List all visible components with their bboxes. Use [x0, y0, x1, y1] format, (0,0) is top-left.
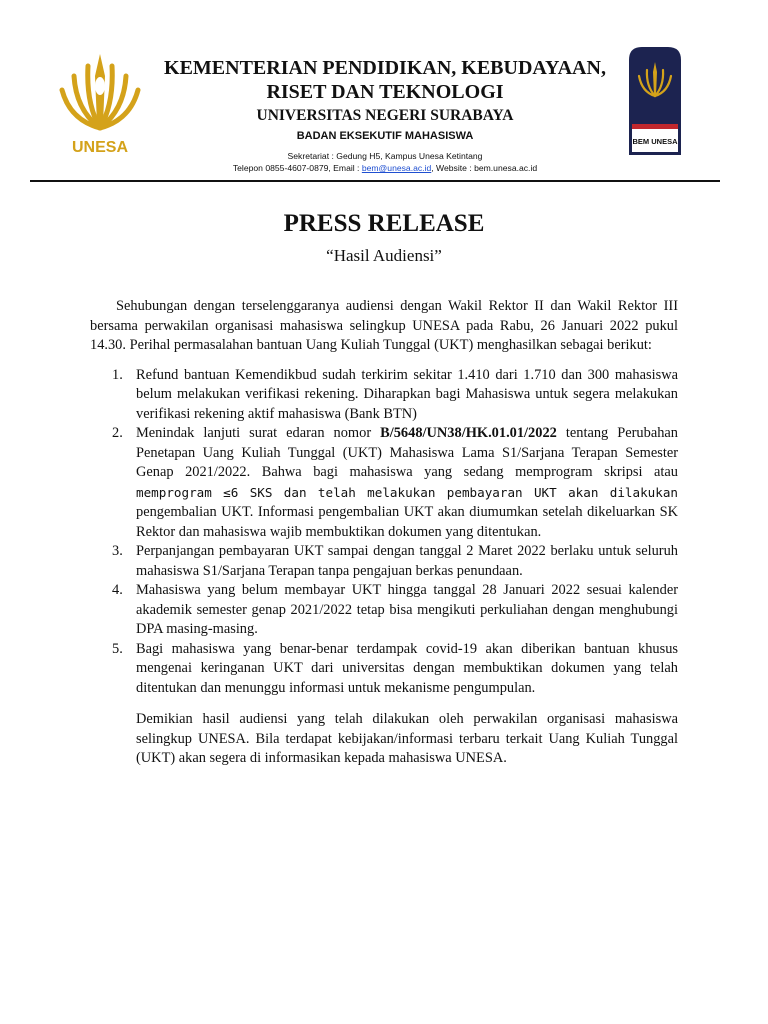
bem-unesa-logo — [626, 46, 684, 158]
circular-letter-number: B/5648/UN38/HK.01.01/2022 — [380, 425, 557, 441]
list-item — [90, 424, 678, 542]
press-release-body — [90, 297, 678, 769]
list-item-text-mono: memprogram ≤6 SKS dan telah melakukan pembayaran UKT akan dilakukan — [136, 484, 678, 500]
list-item-text: Mahasiswa yang belum membayar UKT hingga tanggal 28 Januari 2022 sesuai kalender akademik semester genap 2021/2022 tetap bisa mengikuti perkuliahan dengan menghubungi DPA masing-masing. — [136, 582, 678, 637]
list-item-text: Menindak lanjuti surat edaran nomor — [136, 425, 381, 441]
list-number: 1. — [112, 366, 123, 383]
list-number: 4. — [112, 582, 123, 598]
letterhead-divider — [30, 180, 720, 182]
contact-line — [160, 163, 610, 173]
university-name: UNIVERSITAS NEGERI SURABAYA — [256, 107, 514, 124]
page-title: PRESS RELEASE — [283, 210, 485, 237]
list-item-text: Bagi mahasiswa yang benar-benar terdampak covid-19 akan diberikan bantuan khusus mengenai keringanan UKT dari universitas dengan membuktikan dokumen yang telah ditentukan dan menunggu informasi untuk mekanisme pengumpulan. — [136, 640, 678, 696]
ministry-line-2: RISET DAN TEKNOLOGI — [266, 81, 504, 103]
intro-paragraph: Sehubungan dengan terselenggaranya audiensi dengan Wakil Rektor II dan Wakil Rektor III bersama perwakilan organisasi mahasiswa selingkup UNESA pada Rabu, 26 Januari 2022 pukul 14.30. Perihal permasalahan bantuan Uang Kuliah Tunggal (UKT) menghasilkan sebagai berikut: — [90, 298, 678, 353]
organization-name: BADAN EKSEKUTIF MAHASISWA — [296, 130, 474, 142]
secretariat-address: Sekretariat : Gedung H5, Kampus Unesa Ketintang — [287, 151, 483, 161]
unesa-emblem-icon — [50, 46, 150, 158]
unesa-logo-text: UNESA — [71, 139, 129, 156]
list-number: 2. — [112, 425, 123, 441]
letterhead — [160, 56, 610, 173]
bem-badge-icon — [626, 46, 684, 158]
list-item — [90, 366, 678, 425]
contact-website: , Website : bem.unesa.ac.id — [431, 163, 538, 173]
email-link[interactable]: bem@unesa.ac.id — [361, 163, 432, 173]
list-item — [90, 640, 678, 699]
list-item-text: pengembalian UKT. Informasi pengembalian UKT akan diumumkan setelah dikeluarkan SK Rektor dan mahasiswa wajib membuktikan dokumen yang ditentukan. — [136, 504, 678, 540]
list-number: 3. — [112, 543, 123, 559]
results-list — [90, 366, 678, 699]
list-item-text: Perpanjangan pembayaran UKT sampai dengan tanggal 2 Maret 2022 berlaku untuk seluruh mahasiswa S1/Sarjana Terapan tanpa pengajuan berkas penundaan. — [136, 543, 678, 579]
bem-logo-text: BEM UNESA — [632, 137, 678, 146]
list-item-text: tentang Perubahan Penetapan Uang Kuliah Tunggal (UKT) Mahasiswa Lama S1/Sarjana Terapan Semester Genap 2021/2022. Bahwa bagi mahasiswa yang sedang memprogram skripsi atau — [136, 425, 678, 480]
list-item — [90, 581, 678, 640]
unesa-logo — [50, 46, 150, 158]
list-item — [90, 542, 678, 581]
ministry-line-1: KEMENTERIAN PENDIDIKAN, KEBUDAYAAN, — [164, 57, 606, 79]
list-number: 5. — [112, 640, 123, 657]
contact-phone: Telepon 0855-4607-0879, Email : — [232, 163, 362, 173]
page-subtitle: “Hasil Audiensi” — [326, 246, 442, 265]
list-item-text: Refund bantuan Kemendikbud sudah terkirim sekitar 1.410 dari 1.710 dan 300 mahasiswa belum melakukan verifikasi rekening. Diharapkan bagi Mahasiswa untuk segera melakukan verifikasi rekening aktif mahasiswa (Bank BTN) — [136, 366, 678, 422]
closing-paragraph: Demikian hasil audiensi yang telah dilakukan oleh perwakilan organisasi mahasiswa selingkup UNESA. Bila terdapat kebijakan/informasi terbaru terkait Uang Kuliah Tunggal (UKT) akan segera di informasikan kepada mahasiswa UNESA. — [136, 711, 678, 766]
